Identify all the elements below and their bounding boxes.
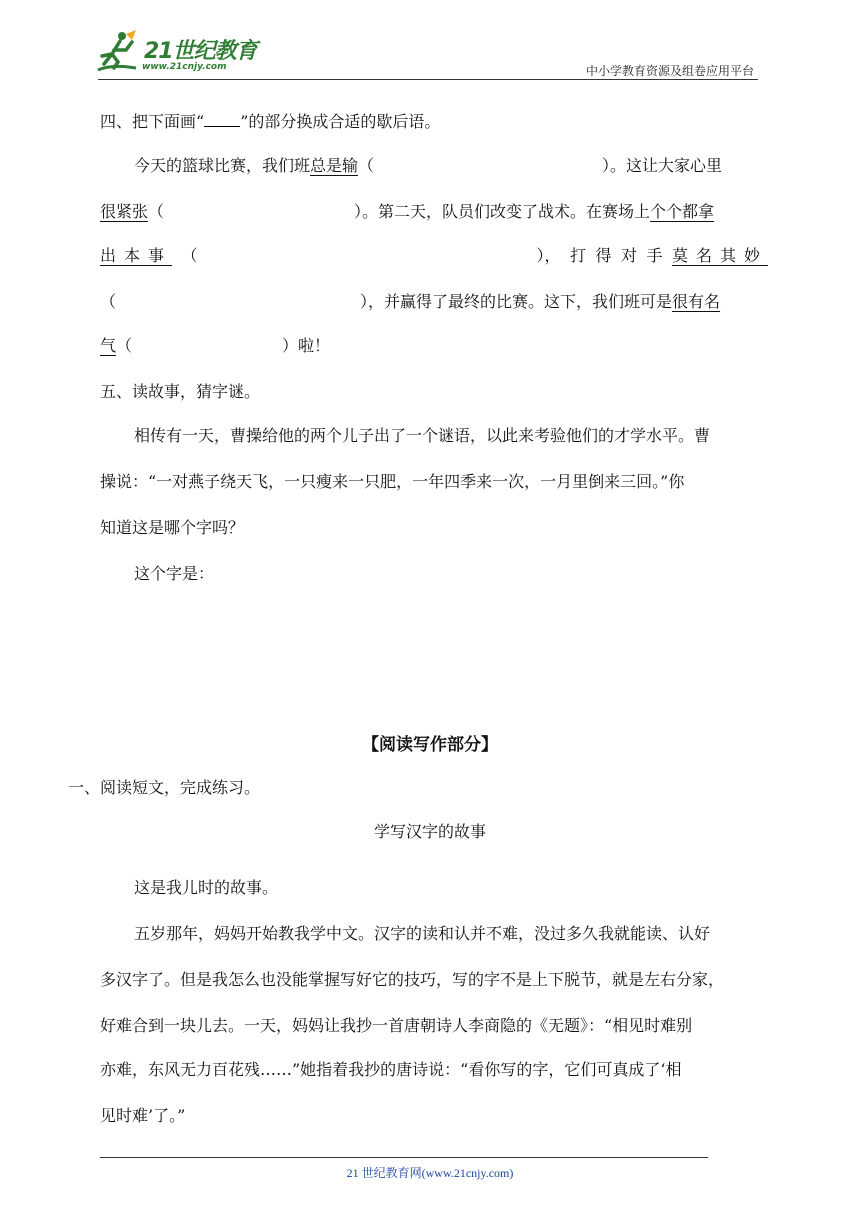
footer-text[interactable]: 21 世纪教育网(www.21cnjy.com) <box>346 1166 514 1180</box>
text: 手 <box>646 246 663 265</box>
story-title: 学写汉字的故事 <box>373 822 486 841</box>
text: （ <box>116 336 133 355</box>
logo <box>92 30 262 78</box>
text: 打 <box>569 246 586 265</box>
text: ）。这让大家心里 <box>602 156 723 175</box>
underline-sample <box>204 112 240 127</box>
section4-title <box>100 110 440 134</box>
section4-line-5 <box>100 334 330 358</box>
section5-answer-prompt: 这个字是： <box>134 564 215 583</box>
section5-title: 五、读故事，猜字谜。 <box>100 382 261 401</box>
section5-para-line: 知道这是哪个字吗？ <box>100 518 245 537</box>
runner-icon <box>92 30 142 74</box>
story-para-line: 好难合到一块儿去。一天，妈妈让我抄一首唐朝诗人李商隐的《无题》：“相见时难别 <box>100 1016 693 1035</box>
story-para-line: 见时难’了。” <box>100 1106 186 1125</box>
underlined-phrase: 莫名其妙 <box>671 246 768 265</box>
text: ）， <box>536 246 561 265</box>
story-para-line: 这是我儿时的故事。 <box>134 878 279 897</box>
underlined-phrase: 气 <box>100 336 117 355</box>
text: 今天的篮球比赛，我们班 <box>134 156 311 175</box>
footer-divider <box>100 1157 708 1158</box>
header-divider <box>98 79 758 80</box>
answer-blank[interactable] <box>207 244 527 268</box>
text: （ <box>358 156 375 175</box>
story-para-line: 亦难，东风无力百花残……”她指着我抄的唐诗说：“看你写的字，它们可真成了‘相 <box>100 1060 682 1079</box>
section5-para-line: 相传有一天，曹操给他的两个儿子出了一个谜语，以此来考验他们的才学水平。曹 <box>134 426 711 445</box>
text: 对 <box>620 246 637 265</box>
underlined-phrase: 很有名 <box>672 292 721 311</box>
underlined-phrase: 很紧张 <box>100 202 149 221</box>
underlined-phrase: 个个都拿 <box>650 202 715 221</box>
text: ）。第二天，队员们改变了战术。在赛场上 <box>354 202 651 221</box>
reading-part-title: 【阅读写作部分】 <box>362 735 498 755</box>
section4-title-part-a: 四、把下面画“ <box>100 112 205 131</box>
text: （ <box>181 246 198 265</box>
logo-url: www.21cnjy.com <box>142 62 227 72</box>
story-para-line: 多汉字了。但是我怎么也没能掌握写好它的技巧，写的字不是上下脱节，就是左右分家， <box>100 970 725 989</box>
section4-line-2 <box>100 200 714 224</box>
underlined-phrase: 总是输 <box>310 156 359 175</box>
section5-para-line: 操说：“一对燕子绕天飞，一只瘦来一只肥，一年四季来一次，一月里倒来三回。”你 <box>100 472 685 491</box>
underlined-phrase: 出本事 <box>100 246 173 265</box>
story-para-line: 五岁那年，妈妈开始教我学中文。汉字的读和认并不难，没过多久我就能读、认好 <box>134 924 711 943</box>
text: ）啦！ <box>282 336 331 355</box>
section4-title-part-b: ”的部分换成合适的歇后语。 <box>240 112 441 131</box>
text: （ <box>148 202 165 221</box>
logo-text: 21世纪教育 <box>144 39 257 64</box>
text: ），并赢得了最终的比赛。这下，我们班可是 <box>360 292 673 311</box>
text: （ <box>100 292 117 311</box>
section4-line-1 <box>134 154 760 178</box>
section4-line-3 <box>100 244 768 268</box>
reading-question-1: 一、阅读短文，完成练习。 <box>68 778 261 797</box>
page-header <box>0 0 860 80</box>
section4-line-4 <box>100 290 720 314</box>
text: 得 <box>595 246 612 265</box>
header-platform-text: 中小学教育资源及组卷应用平台 <box>585 64 754 78</box>
